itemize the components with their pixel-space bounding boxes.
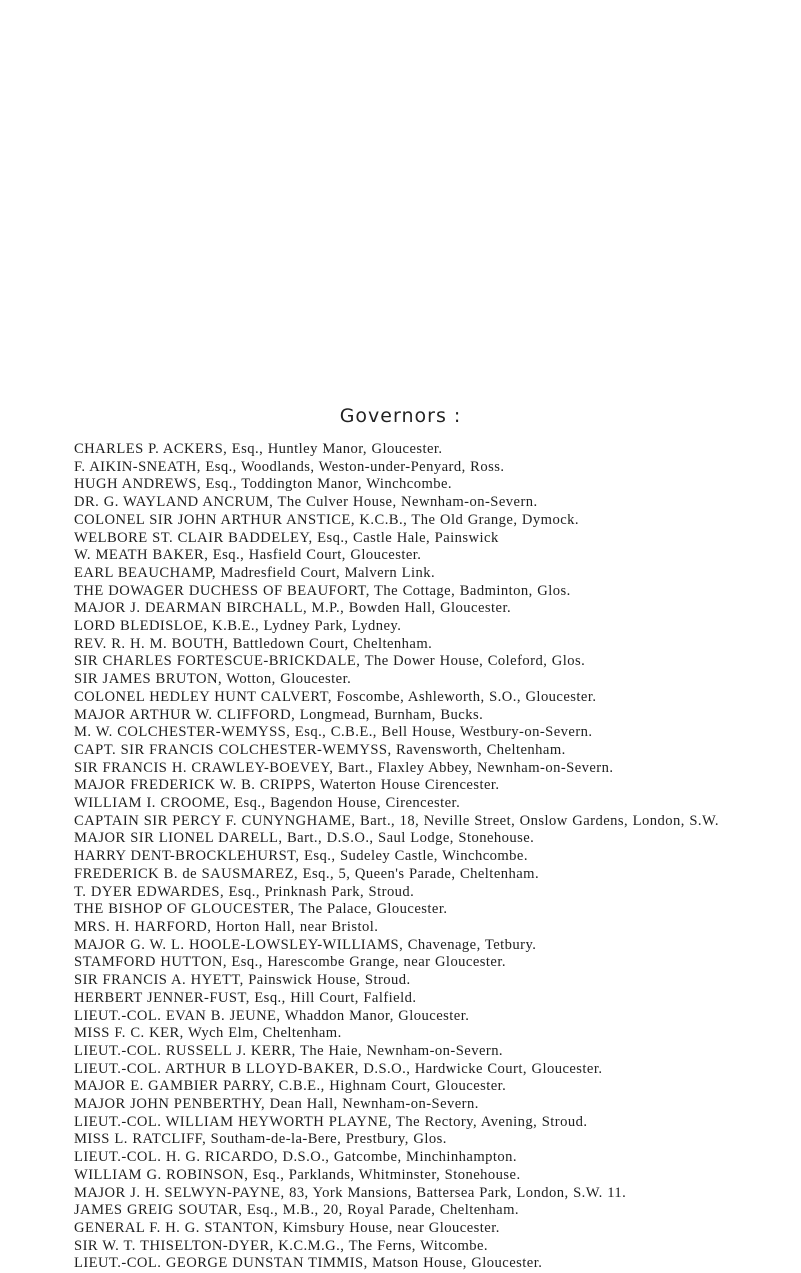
governor-entry: LIEUT.-COL. H. G. RICARDO, D.S.O., Gatcombe, Minchinhampton. <box>74 1149 517 1166</box>
governor-entry: MAJOR J. H. SELWYN-PAYNE, 83, York Mansions, Battersea Park, London, S.W. 11. <box>74 1184 627 1201</box>
governor-entry: SIR JAMES BRUTON, Wotton, Gloucester. <box>74 671 352 688</box>
governor-entry: CHARLES P. ACKERS, Esq., Huntley Manor, Gloucester. <box>74 441 443 457</box>
governor-entry: MAJOR JOHN PENBERTHY, Dean Hall, Newnham-on-Severn. <box>74 1096 479 1113</box>
governor-entry: T. DYER EDWARDES, Esq., Prinknash Park, Stroud. <box>74 883 415 900</box>
governor-entry: WILLIAM G. ROBINSON, Esq., Parklands, Whitminster, Stonehouse. <box>74 1166 521 1183</box>
governor-entry: SIR FRANCIS A. HYETT, Painswick House, Stroud. <box>74 972 411 989</box>
governor-entry: SIR FRANCIS H. CRAWLEY-BOEVEY, Bart., Flaxley Abbey, Newnham-on-Severn. <box>74 759 614 776</box>
governor-entry: LIEUT.-COL. ARTHUR B LLOYD-BAKER, D.S.O., Hardwicke Court, Gloucester. <box>74 1060 603 1077</box>
governor-entry: MISS L. RATCLIFF, Southam-de-la-Bere, Prestbury, Glos. <box>74 1131 447 1148</box>
governor-entry: THE BISHOP OF GLOUCESTER, The Palace, Gloucester. <box>74 901 448 918</box>
governor-entry: MAJOR ARTHUR W. CLIFFORD, Longmead, Burnham, Bucks. <box>74 706 484 723</box>
governor-entry: CAPTAIN SIR PERCY F. CUNYNGHAME, Bart., 18, Neville Street, Onslow Gardens, London, S.W. <box>74 812 719 829</box>
governor-entry: FREDERICK B. de SAUSMAREZ, Esq., 5, Queen's Parade, Cheltenham. <box>74 865 540 882</box>
governor-entry: COLONEL SIR JOHN ARTHUR ANSTICE, K.C.B., The Old Grange, Dymock. <box>74 511 579 528</box>
governor-entry: LIEUT.-COL. GEORGE DUNSTAN TIMMIS, Matson House, Gloucester. <box>74 1255 543 1272</box>
section-heading: Governors : <box>339 405 462 427</box>
governor-entry: MAJOR FREDERICK W. B. CRIPPS, Waterton House Cirencester. <box>74 777 500 794</box>
governor-entry: LIEUT.-COL. WILLIAM HEYWORTH PLAYNE, The Rectory, Avening, Stroud. <box>74 1113 588 1130</box>
governor-entry: M. W. COLCHESTER-WEMYSS, Esq., C.B.E., Bell House, Westbury-on-Severn. <box>74 724 593 741</box>
governor-entry: MAJOR SIR LIONEL DARELL, Bart., D.S.O., Saul Lodge, Stonehouse. <box>74 830 535 847</box>
governor-entry: DR. G. WAYLAND ANCRUM, The Culver House, Newnham-on-Severn. <box>74 494 538 511</box>
governor-entry: WELBORE ST. CLAIR BADDELEY, Esq., Castle Hale, Painswick <box>74 529 499 546</box>
governor-entry: F. AIKIN-SNEATH, Esq., Woodlands, Weston-under-Penyard, Ross. <box>74 458 505 475</box>
governor-entry: HARRY DENT-BROCKLEHURST, Esq., Sudeley Castle, Winchcombe. <box>74 848 528 865</box>
governor-entry: WILLIAM I. CROOME, Esq., Bagendon House, Cirencester. <box>74 795 461 812</box>
governor-entry: STAMFORD HUTTON, Esq., Harescombe Grange, near Gloucester. <box>74 954 506 971</box>
governor-entry: HUGH ANDREWS, Esq., Toddington Manor, Winchcombe. <box>74 476 453 493</box>
governor-entry: SIR CHARLES FORTESCUE-BRICKDALE, The Dower House, Coleford, Glos. <box>74 653 586 670</box>
governor-entry: REV. R. H. M. BOUTH, Battledown Court, Cheltenham. <box>74 635 433 652</box>
governor-entry: COLONEL HEDLEY HUNT CALVERT, Foscombe, Ashleworth, S.O., Gloucester. <box>74 688 597 705</box>
governor-entry: GENERAL F. H. G. STANTON, Kimsbury House, near Gloucester. <box>74 1219 500 1236</box>
governor-entry: MISS F. C. KER, Wych Elm, Cheltenham. <box>74 1025 342 1042</box>
governor-entry: LIEUT.-COL. EVAN B. JEUNE, Whaddon Manor, Gloucester. <box>74 1007 470 1024</box>
governor-entry: LIEUT.-COL. RUSSELL J. KERR, The Haie, Newnham-on-Severn. <box>74 1042 504 1059</box>
governor-entry: MRS. H. HARFORD, Horton Hall, near Bristol. <box>74 918 379 935</box>
governor-entry: MAJOR E. GAMBIER PARRY, C.B.E., Highnam Court, Gloucester. <box>74 1078 507 1095</box>
governor-entry: W. MEATH BAKER, Esq., Hasfield Court, Gloucester. <box>74 547 422 564</box>
governor-entry: EARL BEAUCHAMP, Madresfield Court, Malvern Link. <box>74 564 436 581</box>
governor-entry: THE DOWAGER DUCHESS OF BEAUFORT, The Cottage, Badminton, Glos. <box>74 582 571 599</box>
governor-entry: LORD BLEDISLOE, K.B.E., Lydney Park, Lydney. <box>74 618 402 635</box>
governor-entry: CAPT. SIR FRANCIS COLCHESTER-WEMYSS, Ravensworth, Cheltenham. <box>74 741 566 758</box>
governor-entry: MAJOR G. W. L. HOOLE-LOWSLEY-WILLIAMS, Chavenage, Tetbury. <box>74 936 537 953</box>
governor-entry: MAJOR J. DEARMAN BIRCHALL, M.P., Bowden Hall, Gloucester. <box>74 600 512 617</box>
governor-entry: SIR W. T. THISELTON-DYER, K.C.M.G., The Ferns, Witcombe. <box>74 1237 489 1254</box>
governor-entry: HERBERT JENNER-FUST, Esq., Hill Court, Falfield. <box>74 989 417 1006</box>
governor-entry: JAMES GREIG SOUTAR, Esq., M.B., 20, Royal Parade, Cheltenham. <box>74 1202 519 1219</box>
governors-list <box>74 441 754 1273</box>
